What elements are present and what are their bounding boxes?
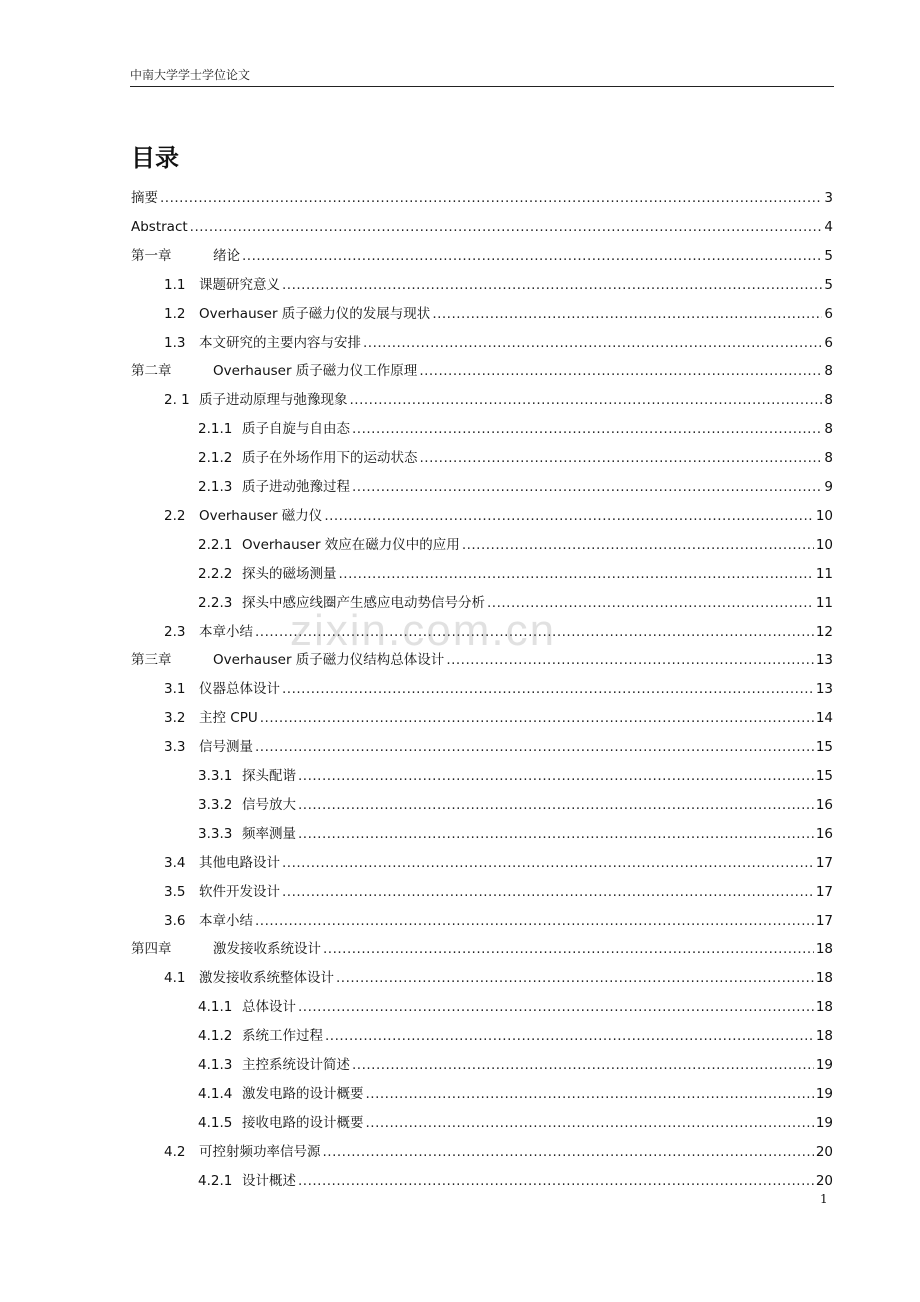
dot-leader — [282, 878, 814, 906]
dot-leader — [325, 1022, 814, 1050]
toc-entry[interactable] — [131, 357, 833, 385]
dot-leader — [255, 733, 814, 761]
toc-entry-number: 1.1 — [164, 276, 186, 293]
toc-entry-page: 11 — [815, 594, 833, 611]
toc-entry[interactable] — [164, 386, 833, 414]
toc-entry-page: 12 — [815, 623, 833, 640]
dot-leader — [366, 1109, 814, 1137]
toc-entry-number: 第一章 — [131, 247, 172, 264]
toc-entry-page: 13 — [815, 681, 833, 698]
toc-entry-title: 质子自旋与自由态 — [242, 421, 350, 438]
toc-entry-page: 16 — [815, 796, 833, 813]
toc-entry-page: 6 — [824, 334, 833, 351]
dot-leader — [255, 618, 814, 646]
toc-entry-title: 摘要 — [131, 190, 158, 206]
toc-entry-title: Overhauser 质子磁力仪结构总体设计 — [213, 652, 445, 669]
toc-entry-page: 5 — [824, 247, 833, 264]
dot-leader — [350, 386, 823, 414]
toc-entry-title: 其他电路设计 — [199, 854, 280, 871]
watermark: zixin.com.cn — [290, 606, 557, 655]
toc-entry[interactable] — [198, 444, 833, 472]
toc-entry-title: Overhauser 质子磁力仪的发展与现状 — [199, 305, 431, 322]
toc-entry-number: 3.1 — [164, 681, 186, 698]
toc-entry-page: 13 — [815, 652, 833, 669]
toc-entry-title: 接收电路的设计概要 — [242, 1114, 364, 1131]
dot-leader — [255, 907, 814, 935]
toc-entry-title: 质子进动原理与弛豫现象 — [199, 392, 348, 409]
dot-leader — [419, 357, 822, 385]
toc-entry-number: 3.3.2 — [198, 796, 233, 813]
toc-entry-page: 15 — [815, 768, 833, 784]
dot-leader — [160, 184, 822, 212]
toc-entry-title: 激发接收系统整体设计 — [199, 970, 334, 987]
toc-entry-title: 探头中感应线圈产生感应电动势信号分析 — [242, 594, 485, 611]
toc-entry-title: 绪论 — [213, 247, 240, 264]
dot-leader — [282, 675, 814, 703]
toc-entry-number: 4.1.5 — [198, 1114, 233, 1131]
toc-entry-page: 6 — [824, 305, 833, 322]
dot-leader — [487, 589, 814, 617]
toc-entry[interactable] — [164, 907, 833, 935]
toc-entry-page: 8 — [824, 450, 833, 467]
toc-entry-title: Overhauser 质子磁力仪工作原理 — [213, 363, 418, 380]
toc-entry-number: 2.2.1 — [198, 536, 233, 553]
toc-entry[interactable] — [164, 964, 833, 992]
dot-leader — [339, 560, 814, 588]
toc-entry[interactable] — [164, 502, 833, 530]
toc-entry[interactable] — [131, 935, 833, 963]
toc-entry-page: 18 — [815, 999, 833, 1016]
toc-entry-title: 信号测量 — [199, 739, 253, 756]
toc-entry-title: 课题研究意义 — [199, 276, 280, 293]
toc-entry[interactable] — [131, 213, 833, 241]
toc-entry-number: 3.6 — [164, 912, 186, 929]
toc-entry-number: 2.2.2 — [198, 565, 233, 582]
toc-entry-title: 频率测量 — [242, 825, 296, 842]
toc-entry-number: 2. 1 — [164, 392, 190, 409]
toc-entry-page: 14 — [815, 710, 833, 727]
dot-leader — [242, 242, 822, 270]
toc-entry[interactable] — [164, 675, 833, 703]
toc-entry[interactable] — [164, 329, 833, 357]
toc-entry-page: 5 — [824, 276, 833, 293]
toc-entry[interactable] — [131, 184, 833, 212]
toc-entry-page: 4 — [824, 218, 833, 235]
toc-entry-page: 17 — [815, 912, 833, 929]
toc-entry-title: 质子在外场作用下的运动状态 — [242, 450, 418, 467]
dot-leader — [260, 704, 814, 732]
toc-entry[interactable] — [164, 271, 833, 299]
toc-entry-page: 15 — [815, 739, 833, 756]
dot-leader — [366, 1080, 814, 1108]
dot-leader — [352, 473, 822, 501]
dot-leader — [298, 1167, 814, 1195]
toc-entry-title: 本文研究的主要内容与安排 — [199, 334, 361, 351]
dot-leader — [282, 271, 822, 299]
toc-entry-title: 信号放大 — [242, 796, 296, 813]
dot-leader — [298, 993, 814, 1021]
toc-entry[interactable] — [164, 733, 833, 761]
toc-title: 目录 — [131, 144, 179, 172]
toc-entry[interactable] — [198, 762, 833, 790]
toc-entry-title: 本章小结 — [199, 623, 253, 640]
toc-entry-page: 11 — [815, 565, 833, 582]
toc-entry[interactable] — [164, 704, 833, 732]
dot-leader — [420, 444, 823, 472]
toc-entry-title: 总体设计 — [242, 999, 296, 1016]
toc-entry-title: 软件开发设计 — [199, 883, 280, 900]
toc-entry-page: 17 — [815, 883, 833, 900]
dot-leader — [363, 329, 822, 357]
toc-entry-title: 仪器总体设计 — [199, 681, 280, 698]
toc-entry-number: 4.1 — [164, 970, 186, 987]
dot-leader — [432, 300, 822, 328]
toc-entry[interactable] — [164, 300, 833, 328]
toc-entry-number: 4.2 — [164, 1143, 186, 1160]
toc-entry-title: 主控系统设计简述 — [242, 1057, 350, 1073]
dot-leader — [324, 502, 814, 530]
dot-leader — [323, 935, 814, 963]
toc-entry-number: 4.2.1 — [198, 1172, 233, 1189]
toc-entry-page: 8 — [824, 363, 833, 380]
dot-leader — [352, 415, 822, 443]
toc-entry-page: 8 — [824, 392, 833, 409]
toc-entry[interactable] — [131, 646, 833, 674]
dot-leader — [323, 1138, 814, 1166]
toc-entry[interactable] — [164, 618, 833, 646]
toc-entry[interactable] — [198, 415, 833, 443]
toc-entry-number: 2.1.2 — [198, 450, 233, 467]
toc-entry-page: 10 — [815, 507, 833, 524]
toc-entry-title: Overhauser 效应在磁力仪中的应用 — [242, 536, 460, 553]
dot-leader — [298, 791, 814, 819]
toc-entry-page: 9 — [824, 479, 833, 495]
toc-entry-page: 20 — [815, 1172, 833, 1189]
toc-entry-number: 4.1.2 — [198, 1028, 233, 1045]
toc-entry-number: 2.2 — [164, 507, 186, 524]
toc-entry-page: 20 — [815, 1143, 833, 1160]
toc-entry-title: 激发电路的设计概要 — [242, 1085, 364, 1102]
toc-entry-page: 10 — [815, 536, 833, 553]
toc-entry-page: 19 — [815, 1057, 833, 1073]
toc-entry[interactable] — [198, 560, 833, 588]
toc-entry-title: Abstract — [131, 218, 188, 235]
toc-entry-number: 第三章 — [131, 652, 172, 669]
toc-entry[interactable] — [198, 531, 833, 559]
toc-entry-number: 2.1.3 — [198, 479, 233, 495]
toc-entry[interactable] — [198, 1080, 833, 1108]
toc-entry-page: 18 — [815, 970, 833, 987]
toc-entry-page: 19 — [815, 1114, 833, 1131]
toc-entry-title: 系统工作过程 — [242, 1028, 323, 1045]
toc-entry[interactable] — [198, 993, 833, 1021]
toc-entry-number: 3.2 — [164, 710, 186, 727]
toc-entry-number: 2.3 — [164, 623, 186, 640]
toc-entry[interactable] — [164, 1138, 833, 1166]
toc-entry-title: 质子进动弛豫过程 — [242, 479, 350, 495]
toc-entry-number: 3.3 — [164, 739, 186, 756]
toc-entry-number: 3.3.1 — [198, 768, 233, 784]
toc-entry-number: 4.1.3 — [198, 1057, 233, 1073]
dot-leader — [336, 964, 814, 992]
toc-entry-title: 主控 CPU — [199, 710, 258, 727]
dot-leader — [446, 646, 814, 674]
toc-entry-number: 2.1.1 — [198, 421, 233, 438]
toc-entry-number: 第二章 — [131, 363, 172, 380]
toc-entry[interactable] — [164, 878, 833, 906]
toc-entry-page: 8 — [824, 421, 833, 438]
toc-entry-title: 激发接收系统设计 — [213, 941, 321, 958]
toc-entry-page: 17 — [815, 854, 833, 871]
toc-entry-page: 16 — [815, 825, 833, 842]
toc-entry-title: 探头配谐 — [242, 768, 296, 784]
toc-entry-number: 1.3 — [164, 334, 186, 351]
toc-entry[interactable] — [198, 820, 833, 848]
toc-entry-number: 第四章 — [131, 941, 172, 958]
toc-entry-number: 3.4 — [164, 854, 186, 871]
toc-entry[interactable] — [198, 589, 833, 617]
toc-entry-number: 4.1.4 — [198, 1085, 233, 1102]
toc-entry[interactable] — [164, 849, 833, 877]
toc-entry[interactable] — [198, 1051, 833, 1079]
toc-entry-number: 4.1.1 — [198, 999, 233, 1016]
page-number: 1 — [820, 1192, 828, 1206]
toc-entry-title: 可控射频功率信号源 — [199, 1143, 321, 1160]
dot-leader — [462, 531, 814, 559]
toc-entry-title: 探头的磁场测量 — [242, 565, 337, 582]
toc-entry[interactable] — [198, 1167, 833, 1195]
dot-leader — [282, 849, 814, 877]
toc-entry-number: 3.5 — [164, 883, 186, 900]
toc-entry-title: 本章小结 — [199, 912, 253, 929]
toc-entry-number: 3.3.3 — [198, 825, 233, 842]
toc-entry-number: 2.2.3 — [198, 594, 233, 611]
toc-entry-page: 18 — [815, 941, 833, 958]
toc-entry-title: Overhauser 磁力仪 — [199, 507, 323, 524]
toc-entry[interactable] — [131, 242, 833, 270]
toc-entry[interactable] — [198, 1022, 833, 1050]
toc-entry[interactable] — [198, 791, 833, 819]
toc-entry[interactable] — [198, 1109, 833, 1137]
dot-leader — [352, 1051, 814, 1079]
toc-entry-page: 18 — [815, 1028, 833, 1045]
dot-leader — [190, 213, 823, 241]
dot-leader — [298, 820, 814, 848]
header-title: 中南大学学士学位论文 — [130, 68, 251, 82]
running-header — [130, 64, 834, 87]
toc-entry-page: 19 — [815, 1085, 833, 1102]
toc-entry-page: 3 — [824, 190, 833, 206]
toc-entry-number: 1.2 — [164, 305, 186, 322]
toc-entry-title: 设计概述 — [242, 1172, 296, 1189]
dot-leader — [298, 762, 814, 790]
toc-entry[interactable] — [198, 473, 833, 501]
